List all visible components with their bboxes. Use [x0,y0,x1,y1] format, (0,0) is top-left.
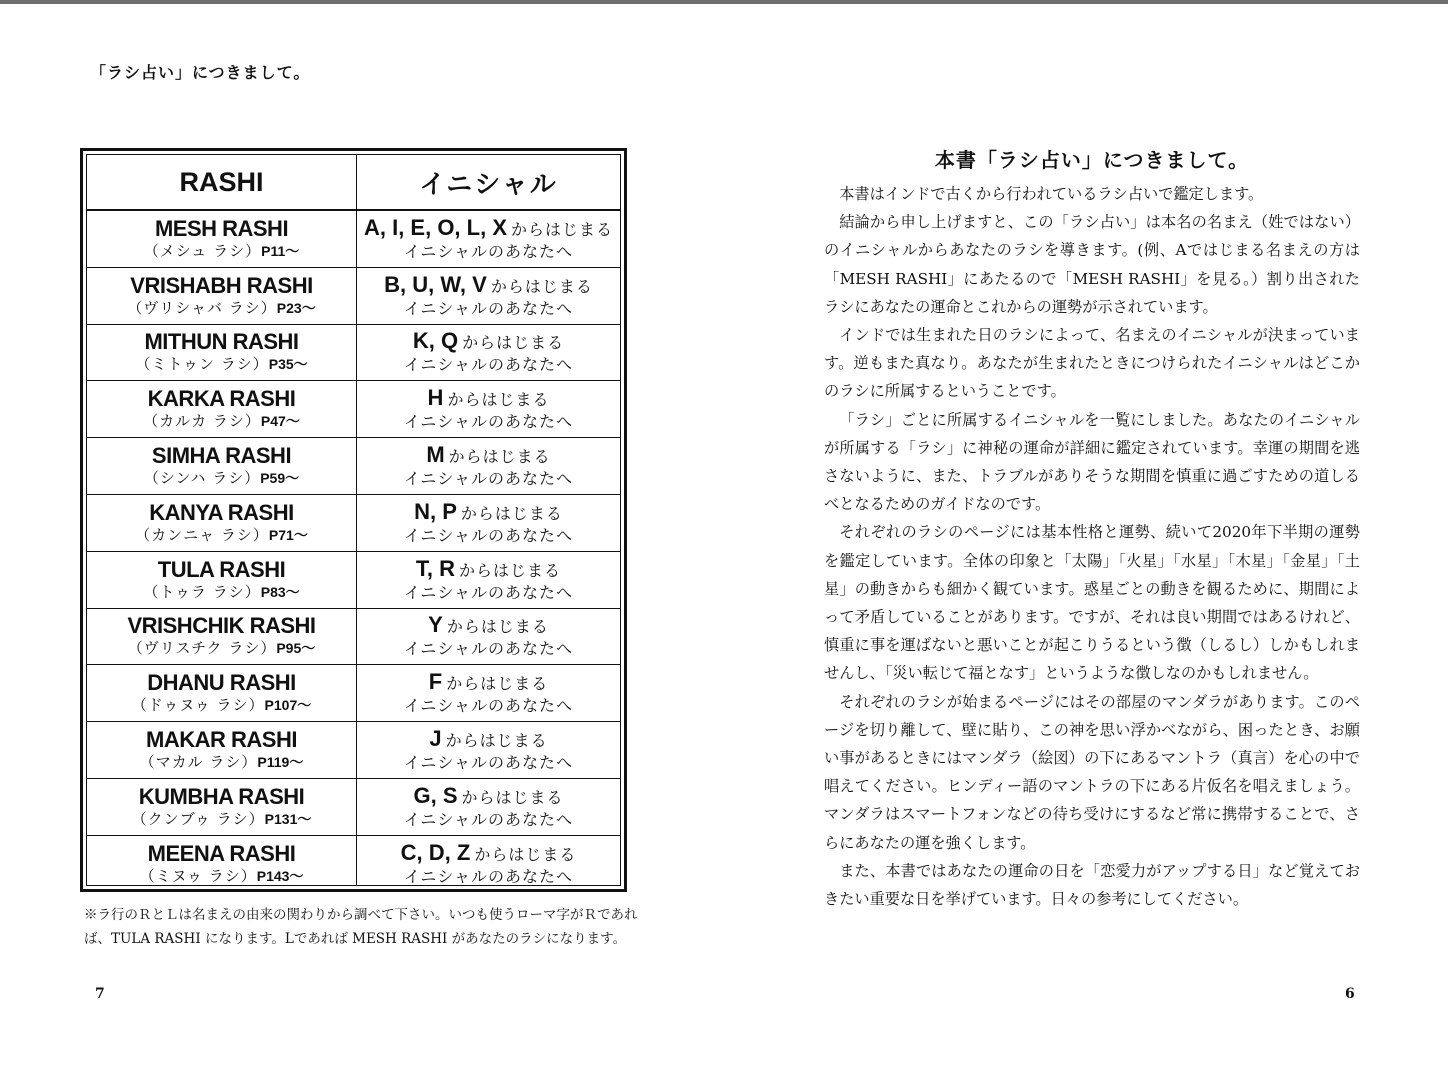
initial-cell [357,665,620,721]
initial-cell [357,211,620,267]
rashi-cell [87,552,356,608]
rashi-page-ref: P107〜 [264,697,312,714]
initial-cell [357,552,620,608]
initial-letters: N, P [414,498,457,524]
initial-cell [357,381,620,437]
table-row [87,495,620,552]
initial-sub: イニシャルのあなたへ [403,525,574,545]
rashi-name: DHANU RASHI [147,670,296,696]
rashi-page-ref: P143〜 [256,868,304,885]
paragraph: 本書はインドで古くから行われているラシ占いで鑑定します。 [839,185,1264,203]
rashi-cell [87,609,356,665]
initial-sub: イニシャルのあなたへ [403,355,574,375]
initial-suffix: からはじまる [445,731,548,751]
rashi-reading [132,809,312,829]
initial-sub: イニシャルのあなたへ [403,469,574,489]
table-row [87,438,620,495]
rashi-cell [87,268,356,324]
rashi-page-ref: P119〜 [257,754,304,771]
initial-letters: C, D, Z [400,840,471,866]
initial-cell [357,779,620,835]
initial-letters: B, U, W, V [384,271,487,297]
table-row [87,211,620,268]
rashi-cell [87,438,356,494]
rashi-reading [127,298,315,318]
rashi-name: KANYA RASHI [149,499,294,525]
rashi-cell [87,211,356,267]
initial-line [416,557,561,583]
initial-letters: A, I, E, O, L, X [363,214,507,240]
rashi-reading [135,525,308,545]
table-row [87,722,620,779]
table-row [87,552,620,609]
initial-sub: イニシャルのあなたへ [403,298,574,318]
table-inner-border [86,154,621,886]
rashi-kana: （クンブゥ ラシ） [131,809,265,828]
initial-sub: イニシャルのあなたへ [403,241,574,261]
initial-sub: イニシャルのあなたへ [403,809,574,829]
header-cell-initial [357,155,620,209]
initial-line [384,273,593,299]
initial-sub: イニシャルのあなたへ [403,639,574,659]
initial-letters: Y [428,612,443,638]
initial-letters: K, Q [412,328,459,354]
rashi-name: MITHUN RASHI [144,329,299,355]
rashi-page-ref: P83〜 [260,583,300,600]
rashi-reading [144,241,300,261]
initial-line [413,784,563,810]
initial-line [428,613,549,639]
paragraph: 「ラシ」ごとに所属するイニシャルを一覧にしました。あなたのイニシャルが所属する「ラシ」に神秘の運命が詳細に鑑定されています。幸運の期間を逃さないように、また、トラブルがありそうな期間を慎重に過ごすための道しるべとなるためのガイドなのです。 [824,410,1360,514]
rashi-name: VRISHCHIK RASHI [127,613,316,639]
rashi-page-ref: P35〜 [268,356,308,373]
paragraph: また、本書ではあなたの運命の日を「恋愛力がアップする日」など覚えておきたい重要な日を挙げています。日々の参考にしてください。 [824,861,1360,909]
rashi-kana: （カルカ ラシ） [143,412,261,431]
rashi-initial-table [80,148,627,892]
initial-letters: H [427,385,444,411]
initial-suffix: からはじまる [447,390,550,410]
initial-suffix: からはじまる [461,787,564,807]
rashi-reading [132,695,312,715]
initial-suffix: からはじまる [462,333,565,353]
table-row [87,665,620,722]
rashi-kana: （ヴリスチク ラシ） [127,639,277,658]
table-row [87,268,620,325]
rashi-cell [87,495,356,551]
rashi-kana: （マカル ラシ） [139,753,258,772]
rashi-kana: （ドゥヌゥ ラシ） [131,696,265,715]
table-row [87,381,620,438]
initial-sub: イニシャルのあなたへ [403,412,574,432]
rashi-page-ref: P71〜 [268,526,308,543]
table-row [87,325,620,382]
initial-suffix: からはじまる [459,560,562,580]
rashi-name: MESH RASHI [154,215,289,241]
rashi-kana: （トゥラ ラシ） [143,582,261,601]
initial-letters: M [426,442,445,468]
rashi-cell [87,665,356,721]
initial-line [414,500,563,526]
initial-sub: イニシャルのあなたへ [403,696,574,716]
initial-line [364,216,613,242]
initial-letters: G, S [413,782,458,808]
table-row [87,609,620,666]
rashi-name: VRISHABH RASHI [130,272,313,298]
initial-sub: イニシャルのあなたへ [403,753,574,773]
initial-suffix: からはじまる [474,845,577,865]
initial-line [429,670,548,696]
header-initial: イニシャル [419,169,558,200]
initial-suffix: からはじまる [446,617,549,637]
rashi-kana: （シンハ ラシ） [143,469,261,488]
rashi-kana: （ヴリシャバ ラシ） [127,298,277,317]
header-rashi: RASHI [179,166,264,197]
body-text [824,180,1360,913]
rashi-kana: （カンニャ ラシ） [135,525,269,544]
rashi-cell [87,325,356,381]
initial-line [426,443,550,469]
paragraph: それぞれのラシが始まるページにはその部屋のマンダラがあります。このページを切り離して、壁に貼り、この神を思い浮かべながら、困ったとき、お願い事があるときにはマンダラ（絵図）の下にあるマントラ（真言）を心の中で唱えてください。ヒンディー語のマントラの下にある片仮名を唱えましょう。マンダラはスマートフォンなどの待ち受けにするなど常に携帯することで、さらにあなたの運を強くします。 [824,692,1360,852]
table-footnote: ※ラ行のＲとＬは名まえの由来の関わりから調べて下さい。いつも使うローマ字がＲであれば、TULA RASHI になります。Lであれば MESH RASHI があなたのラシになります。 [84,907,638,947]
page-number-left: 7 [95,986,105,1002]
initial-sub: イニシャルのあなたへ [403,867,574,887]
initial-letters: T, R [415,555,456,581]
initial-line [401,841,577,867]
initial-cell [357,495,620,551]
section-title: 本書「ラシ占い」につきまして。 [934,148,1250,172]
initial-cell [357,325,620,381]
rashi-reading [135,354,307,374]
initial-suffix: からはじまる [490,276,593,296]
rashi-page-ref: P23〜 [276,299,316,316]
initial-letters: F [428,669,443,695]
rashi-reading [144,468,299,488]
initial-cell [357,268,620,324]
rashi-page-ref: P11〜 [261,242,300,259]
rashi-reading [140,752,304,772]
initial-line [429,727,547,753]
table-row [87,836,620,893]
initial-suffix: からはじまる [446,674,549,694]
initial-sub: イニシャルのあなたへ [403,582,574,602]
rashi-cell [87,779,356,835]
rashi-name: MEENA RASHI [147,841,296,867]
rashi-reading [143,582,299,602]
rashi-kana: （ミトゥン ラシ） [135,355,269,374]
initial-suffix: からはじまる [460,503,563,523]
rashi-cell [87,722,356,778]
table-row [87,779,620,836]
rashi-reading [128,638,316,658]
rashi-reading [140,866,304,886]
rashi-cell [87,381,356,437]
initial-suffix: からはじまる [448,447,551,467]
rashi-name: MAKAR RASHI [146,727,297,753]
initial-line [413,329,564,355]
rashi-page-ref: P59〜 [260,470,300,487]
rashi-reading [143,411,300,431]
rashi-name: TULA RASHI [157,556,286,582]
initial-cell [357,609,620,665]
running-head: 「ラシ占い」につきまして。 [90,63,311,82]
paragraph: 結論から申し上げますと、この「ラシ占い」は本名の名まえ（姓ではない）のイニシャルからあなたのラシを導きます。(例、Aではじまる名まえの方は「MESH RASHI」にあたるので「MESH RASHI」を見る。）割り出されたラシにあなたの運命とこれからの運勢が示されています。 [824,213,1360,316]
initial-line [428,386,550,412]
initial-cell [357,722,620,778]
rashi-kana: （ミヌゥ ラシ） [139,867,257,886]
rashi-page-ref: P95〜 [276,640,316,657]
rashi-name: KARKA RASHI [147,386,296,412]
rashi-name: SIMHA RASHI [151,443,292,469]
initial-suffix: からはじまる [511,219,614,239]
paragraph: インドでは生まれた日のラシによって、名まえのイニシャルが決まっています。逆もまた真なり。あなたが生まれたときにつけられたイニシャルはどこかのラシに所属するということです。 [824,326,1360,401]
table-header-row [87,155,620,211]
initial-cell [357,438,620,494]
rashi-kana: （メシュ ラシ） [143,241,262,260]
rashi-name: KUMBHA RASHI [138,783,305,809]
rashi-page-ref: P131〜 [264,810,312,827]
top-edge-bar [0,0,1448,4]
initial-cell [357,836,620,893]
page-number-right: 6 [1345,986,1355,1002]
header-cell-rashi [87,155,356,209]
rashi-cell [87,836,356,893]
paragraph: それぞれのラシのページには基本性格と運勢、続いて2020年下半期の運勢を鑑定しています。全体の印象と「太陽」「火星」「水星」「木星」「金星」「土星」の動きからも細かく観ています。惑星ごとの動きを観るために、期間によって矛盾していることがあります。ですが、それは良い期間ではあるけれど、慎重に事を運ばないと悪いことが起こりうるという徴（しるし）しかもしれませんし、「災い転じて福となす」というような徴しなのかもしれません。 [824,523,1360,683]
rashi-page-ref: P47〜 [260,413,300,430]
initial-letters: J [429,726,442,752]
